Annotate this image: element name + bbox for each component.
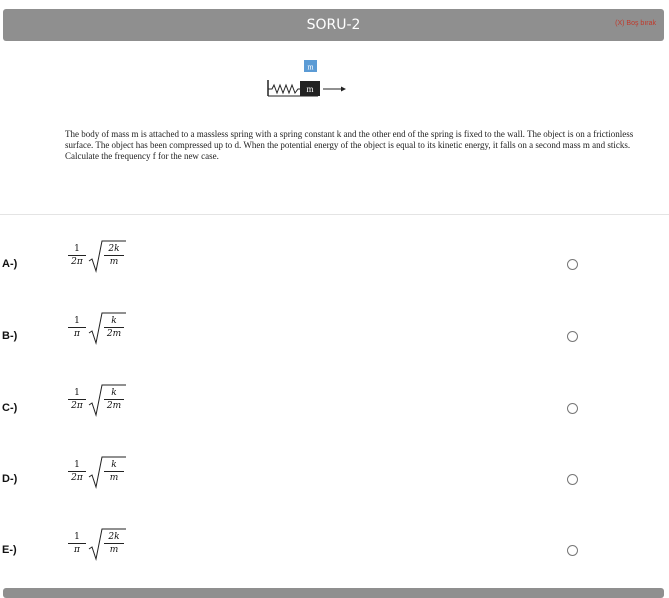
displacement-arrowhead	[341, 87, 346, 92]
option-radio-button[interactable]	[567, 474, 578, 485]
radicand-numerator: 2k	[108, 244, 120, 254]
coefficient-numerator: 1	[74, 388, 80, 398]
option-label: A-)	[2, 258, 18, 270]
fraction-bar	[104, 399, 124, 400]
option-radio-button[interactable]	[567, 259, 578, 270]
spring-zigzag	[268, 85, 300, 93]
answer-option-d[interactable]	[0, 449, 669, 509]
coefficient-fraction	[68, 244, 86, 267]
coefficient-numerator: 1	[74, 460, 80, 470]
radicand-fraction	[104, 460, 124, 483]
radicand-denominator: 2m	[106, 329, 122, 339]
radicand-denominator: m	[109, 473, 119, 483]
fraction-bar	[104, 255, 124, 256]
radicand-numerator: 2k	[108, 532, 120, 542]
answer-option-e[interactable]	[0, 521, 669, 581]
radicand-denominator: 2m	[106, 401, 122, 411]
radicand-denominator: m	[109, 257, 119, 267]
fraction-bar	[104, 543, 124, 544]
option-radio-button[interactable]	[567, 403, 578, 414]
fraction-bar	[68, 543, 86, 544]
coefficient-fraction	[68, 460, 86, 483]
radicand-fraction	[104, 316, 124, 339]
spring-mass-diagram	[263, 56, 353, 106]
option-label: C-)	[2, 402, 18, 414]
question-header-bar	[3, 9, 664, 41]
fraction-bar	[68, 255, 86, 256]
fraction-bar	[104, 471, 124, 472]
answer-option-c[interactable]	[0, 377, 669, 437]
fraction-bar	[68, 471, 86, 472]
second-mass-label: m	[307, 62, 314, 72]
option-label: D-)	[2, 473, 18, 485]
option-radio-button[interactable]	[567, 545, 578, 556]
fraction-bar	[68, 327, 86, 328]
footer-bar	[3, 588, 664, 598]
coefficient-denominator: π	[74, 545, 80, 555]
radicand-numerator: k	[111, 388, 117, 398]
fraction-bar	[104, 327, 124, 328]
radicand-denominator: m	[109, 545, 119, 555]
question-divider	[0, 214, 669, 215]
fraction-bar	[68, 399, 86, 400]
question-text: The body of mass m is attached to a massless spring with a spring constant k and the other end of the spring is fixed to the wall. The object is on a frictionless surface. The object has been compressed up to d. When the potential energy of the object is equal to its kinetic energy, it falls on a second mass m and sticks. Calculate the frequency f for the new case.	[65, 129, 634, 161]
coefficient-denominator: 2π	[71, 257, 83, 267]
coefficient-fraction	[68, 316, 86, 339]
radicand-fraction	[104, 532, 124, 555]
coefficient-numerator: 1	[74, 532, 80, 542]
coefficient-fraction	[68, 388, 86, 411]
option-label: B-)	[2, 330, 18, 342]
answer-option-a[interactable]	[0, 233, 669, 293]
radicand-numerator: k	[111, 316, 117, 326]
spring-mass-figure	[263, 56, 353, 106]
question-title: SORU-2	[306, 17, 361, 33]
coefficient-denominator: 2π	[71, 473, 83, 483]
coefficient-numerator: 1	[74, 316, 80, 326]
radicand-fraction	[104, 244, 124, 267]
coefficient-fraction	[68, 532, 86, 555]
option-radio-button[interactable]	[567, 331, 578, 342]
coefficient-denominator: 2π	[71, 401, 83, 411]
radicand-numerator: k	[111, 460, 117, 470]
coefficient-denominator: π	[74, 329, 80, 339]
skip-question-link[interactable]: (X) Boş bırak	[615, 20, 656, 27]
first-mass-label: m	[306, 84, 314, 94]
coefficient-numerator: 1	[74, 244, 80, 254]
radicand-fraction	[104, 388, 124, 411]
answer-option-b[interactable]	[0, 305, 669, 365]
option-label: E-)	[2, 544, 17, 556]
